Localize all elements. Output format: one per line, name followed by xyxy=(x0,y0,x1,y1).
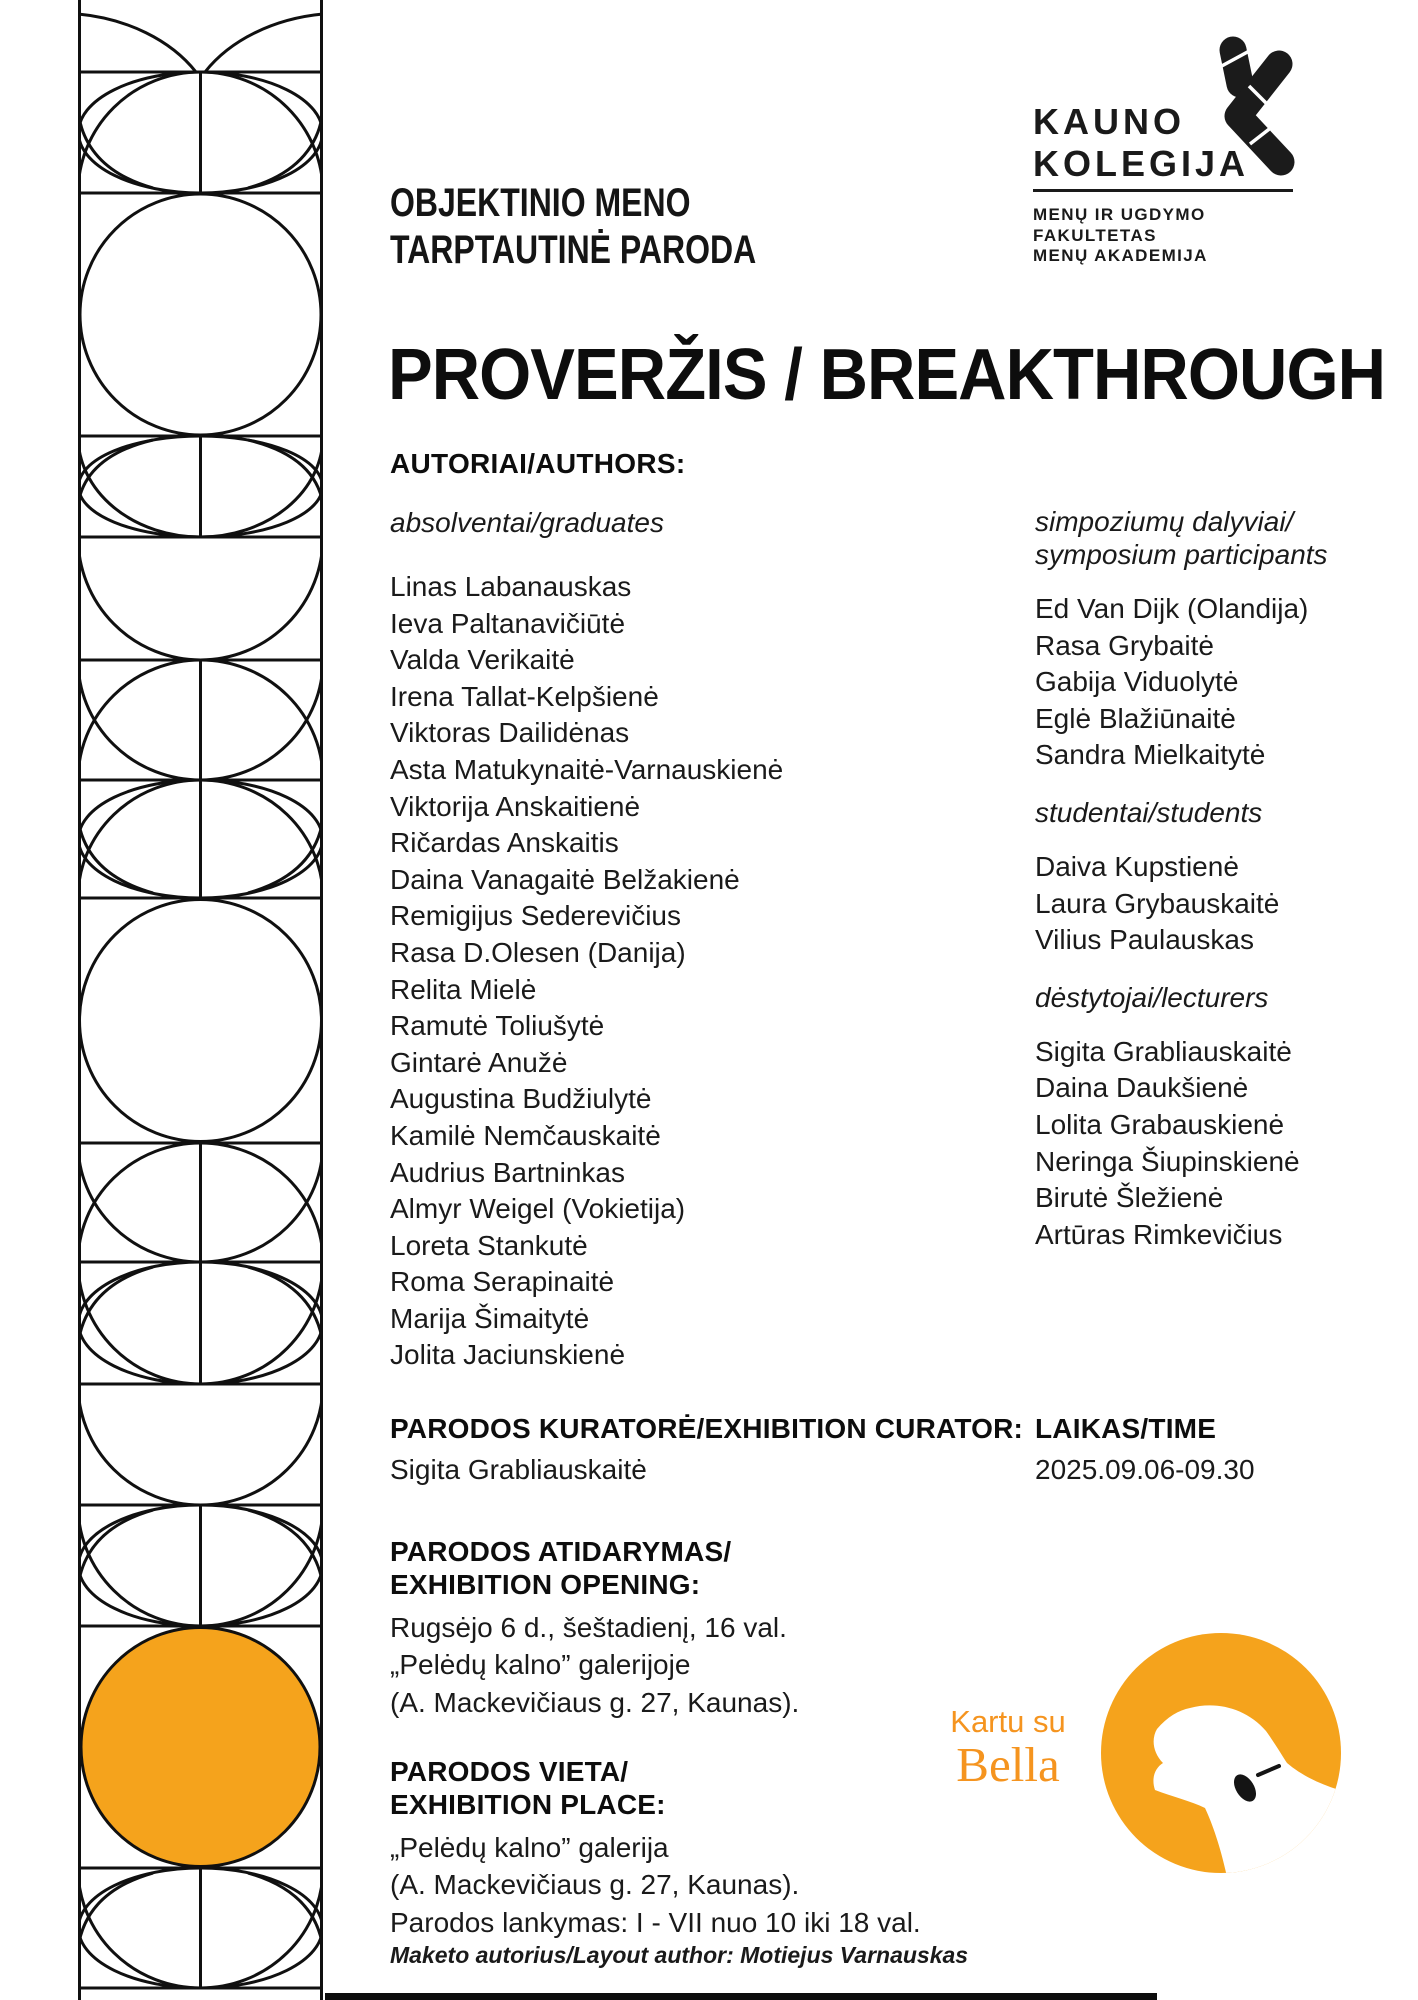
students-label: studentai/students xyxy=(1035,796,1263,828)
curator-heading: PARODOS KURATORĖ/EXHIBITION CURATOR: xyxy=(390,1413,1024,1444)
list-item: Viktoras Dailidėnas xyxy=(390,717,630,749)
list-item: Lolita Grabauskienė xyxy=(1035,1108,1285,1140)
opening-line3: (A. Mackevičiaus g. 27, Kaunas). xyxy=(390,1686,800,1718)
opening-heading-line2: EXHIBITION OPENING: xyxy=(390,1569,701,1600)
lecturers-label: dėstytojai/lecturers xyxy=(1035,981,1269,1013)
list-item: Linas Labanauskas xyxy=(390,571,632,602)
opening-line1: Rugsėjo 6 d., šeštadienį, 16 val. xyxy=(390,1612,787,1643)
list-item: Neringa Šiupinskienė xyxy=(1035,1145,1300,1177)
logo-dept-line2: FAKULTETAS xyxy=(1033,225,1157,245)
kauno-kolegija-k-mark-icon xyxy=(1193,34,1295,176)
curator-name: Sigita Grabliauskaitė xyxy=(390,1454,647,1485)
list-item: Marija Šimaitytė xyxy=(390,1302,590,1334)
list-item: Irena Tallat-Kelpšienė xyxy=(390,680,659,712)
list-item: Augustina Budžiulytė xyxy=(390,1083,652,1115)
logo-dept-line3: MENŲ AKADEMIJA xyxy=(1033,246,1208,265)
list-item: Kamilė Nemčauskaitė xyxy=(390,1119,661,1151)
symposium-list xyxy=(1035,591,1328,774)
curator-section xyxy=(390,1412,1023,1488)
logo-dept-line1: MENŲ IR UGDYMO xyxy=(1033,205,1206,224)
time-heading: LAIKAS/TIME xyxy=(1035,1413,1217,1444)
list-item: Almyr Weigel (Vokietija) xyxy=(390,1193,686,1225)
list-item: Gabija Viduolytė xyxy=(1035,666,1239,698)
partner-lockup xyxy=(946,1704,1070,1792)
partner-wordmark: Bella xyxy=(956,1737,1060,1792)
list-item: Viktorija Anskaitienė xyxy=(390,790,641,822)
list-item: Loreta Stankutė xyxy=(390,1229,588,1261)
symposium-label-line2: symposium participants xyxy=(1035,539,1328,570)
opening-line2: „Pelėdų kalno” galerijoje xyxy=(390,1649,691,1681)
bella-dog-logo-icon xyxy=(1099,1631,1343,1875)
list-item: Valda Verikaitė xyxy=(390,644,575,676)
graduates-label: absolventai/graduates xyxy=(390,507,664,538)
list-item: Sigita Grabliauskaitė xyxy=(1035,1035,1292,1067)
page-title: PROVERŽIS / BREAKTHROUGH xyxy=(388,335,1386,415)
place-line3: Parodos lankymas: I - VII nuo 10 iki 18 val. xyxy=(390,1906,921,1938)
list-item: Birutė Šležienė xyxy=(1035,1182,1224,1214)
logo-name-line2: KOLEGIJA xyxy=(1033,143,1250,184)
place-line1: „Pelėdų kalno” galerija xyxy=(390,1832,669,1863)
list-item: Ramutė Toliušytė xyxy=(390,1010,605,1042)
decorative-border-pattern xyxy=(78,0,323,2000)
list-item: Laura Grybauskaitė xyxy=(1035,887,1280,919)
list-item: Jolita Jaciunskienė xyxy=(390,1339,626,1371)
logo-name-line1: KAUNO xyxy=(1033,101,1185,142)
partner-line1: Kartu su xyxy=(950,1704,1066,1739)
opening-section xyxy=(390,1535,799,1721)
list-item: Gintarė Anužė xyxy=(390,1046,568,1078)
layout-credit: Maketo autorius/Layout author: Motiejus Varnauskas xyxy=(390,1942,969,1968)
poster-subtitle xyxy=(390,180,756,274)
authors-right-column xyxy=(1035,505,1328,1253)
list-item: Ieva Paltanavičiūtė xyxy=(390,607,626,639)
list-item: Daina Daukšienė xyxy=(1035,1072,1249,1104)
time-value: 2025.09.06-09.30 xyxy=(1035,1454,1255,1485)
logo-divider xyxy=(1033,189,1293,192)
list-item: Eglė Blažiūnaitė xyxy=(1035,702,1236,734)
place-section xyxy=(390,1755,921,1941)
subtitle-line1: OBJEKTINIO MENO xyxy=(390,181,691,225)
bottom-black-bar xyxy=(325,1993,1157,2000)
list-item: Remigijus Sederevičius xyxy=(390,900,682,932)
students-list xyxy=(1035,849,1328,959)
list-item: Vilius Paulauskas xyxy=(1035,924,1254,956)
orange-circle xyxy=(81,1628,320,1867)
list-item: Artūras Rimkevičius xyxy=(1035,1218,1283,1250)
place-line2: (A. Mackevičiaus g. 27, Kaunas). xyxy=(390,1869,800,1901)
list-item: Ed Van Dijk (Olandija) xyxy=(1035,593,1309,624)
list-item: Roma Serapinaitė xyxy=(390,1266,615,1298)
subtitle-line2: TARPTAUTINĖ PARODA xyxy=(390,228,757,272)
list-item: Daina Vanagaitė Belžakienė xyxy=(390,863,740,895)
list-item: Rasa Grybaitė xyxy=(1035,629,1214,661)
list-item: Asta Matukynaitė-Varnauskienė xyxy=(390,753,784,785)
authors-heading: AUTORIAI/AUTHORS: xyxy=(390,448,686,479)
opening-heading-line1: PARODOS ATIDARYMAS/ xyxy=(390,1536,732,1567)
list-item: Ričardas Anskaitis xyxy=(390,827,619,859)
list-item: Daiva Kupstienė xyxy=(1035,850,1239,882)
graduates-list xyxy=(390,569,783,1374)
authors-left-column xyxy=(390,448,783,1374)
list-item: Relita Mielė xyxy=(390,973,537,1005)
logo-department xyxy=(1033,205,1208,267)
list-item: Sandra Mielkaitytė xyxy=(1035,739,1266,771)
list-item: Rasa D.Olesen (Danija) xyxy=(390,936,686,968)
place-heading-line1: PARODOS VIETA/ xyxy=(390,1756,629,1787)
symposium-label-line1: simpoziumų dalyviai/ xyxy=(1035,506,1294,537)
time-section xyxy=(1035,1412,1255,1488)
list-item: Audrius Bartninkas xyxy=(390,1156,626,1188)
place-heading-line2: EXHIBITION PLACE: xyxy=(390,1789,666,1820)
lecturers-list xyxy=(1035,1034,1328,1254)
